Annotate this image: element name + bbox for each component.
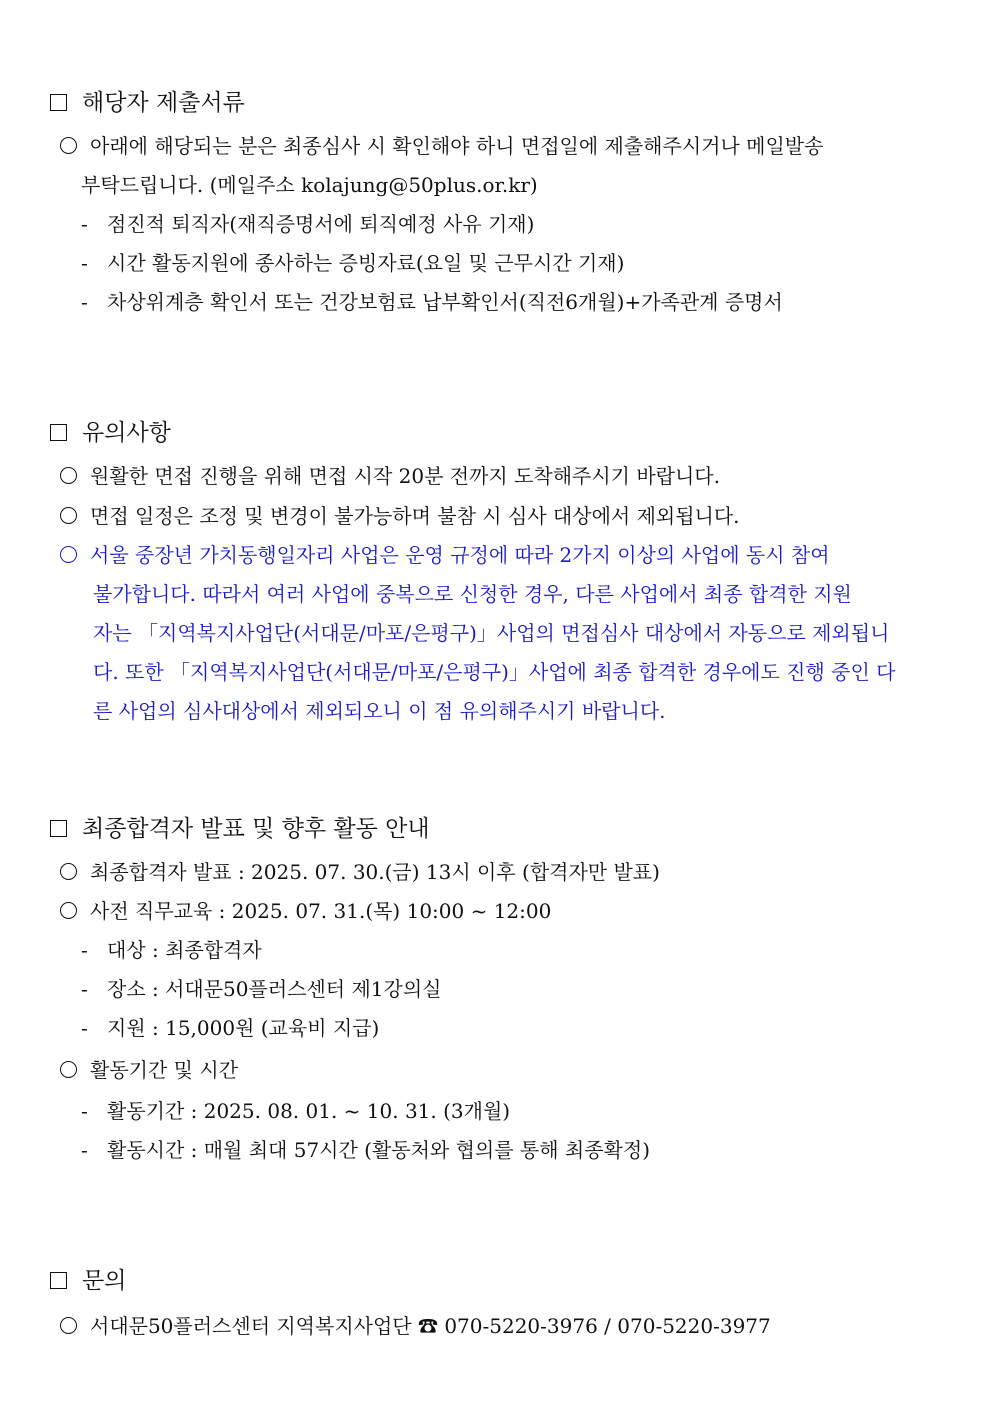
circle-bullet-icon xyxy=(60,507,77,524)
square-bullet-icon xyxy=(50,820,67,837)
list-item-continuation: 른 사업의 심사대상에서 제외되오니 이 점 유의해주시기 바랍니다. xyxy=(93,699,666,723)
section-title: 해당자 제출서류 xyxy=(82,90,245,116)
circle-bullet-icon xyxy=(60,137,77,154)
list-item: 면접 일정은 조정 및 변경이 불가능하며 불참 시 심사 대상에서 제외됩니다. xyxy=(60,502,740,530)
sub-item: - 차상위계층 확인서 또는 건강보험료 납부확인서(직전6개월)+가족관계 증명서 xyxy=(81,290,783,314)
sub-item: - 점진적 퇴직자(재직증명서에 퇴직예정 사유 기재) xyxy=(81,212,535,236)
list-item-continuation: 불가합니다. 따라서 여러 사업에 중복으로 신청한 경우, 다른 사업에서 최종 합격한 지원 xyxy=(93,582,852,606)
sub-item: - 장소 : 서대문50플러스센터 제1강의실 xyxy=(81,977,442,1001)
phone-icon: ☎ xyxy=(417,1314,438,1338)
list-item: 최종합격자 발표 : 2025. 07. 30.(금) 13시 이후 (합격자만 발표) xyxy=(60,858,660,886)
dash-bullet-icon: - xyxy=(81,251,88,275)
list-item: 사전 직무교육 : 2025. 07. 31.(목) 10:00 ~ 12:00 xyxy=(60,897,551,925)
circle-bullet-icon xyxy=(60,863,77,880)
contact-org: 서대문50플러스센터 지역복지사업단 xyxy=(90,1314,412,1338)
dash-bullet-icon: - xyxy=(81,938,88,962)
circle-bullet-icon xyxy=(60,902,77,919)
dash-bullet-icon: - xyxy=(81,290,88,314)
square-bullet-icon xyxy=(50,424,67,441)
dash-bullet-icon: - xyxy=(81,1016,88,1040)
sub-item: - 활동시간 : 매월 최대 57시간 (활동처와 협의를 통해 최종확정) xyxy=(81,1138,651,1162)
list-item-continuation: 부탁드립니다. (메일주소 kolajung@50plus.or.kr) xyxy=(81,173,538,197)
square-bullet-icon xyxy=(50,94,67,111)
circle-bullet-icon xyxy=(60,1061,77,1078)
dash-bullet-icon: - xyxy=(81,212,88,236)
list-item-continuation: 다. 또한 「지역복지사업단(서대문/마포/은평구)」사업에 최종 합격한 경우에도 진행 중인 다 xyxy=(93,660,896,684)
section-heading-notes xyxy=(50,418,171,448)
list-item-notice: 서울 중장년 가치동행일자리 사업은 운영 규정에 따라 2가지 이상의 사업에 동시 참여 xyxy=(60,541,830,569)
dash-bullet-icon: - xyxy=(81,1099,88,1123)
circle-bullet-icon xyxy=(60,1317,77,1334)
section-title: 유의사항 xyxy=(82,420,171,446)
list-item: 활동기간 및 시간 xyxy=(60,1056,238,1084)
sub-item: - 지원 : 15,000원 (교육비 지급) xyxy=(81,1016,380,1040)
contact-line xyxy=(60,1312,771,1340)
list-item: 원활한 면접 진행을 위해 면접 시작 20분 전까지 도착해주시기 바랍니다. xyxy=(60,462,720,490)
list-item: 아래에 해당되는 분은 최종심사 시 확인해야 하니 면접일에 제출해주시거나 메일발송 xyxy=(60,132,823,160)
section-title: 문의 xyxy=(82,1268,127,1294)
sub-item: - 활동기간 : 2025. 08. 01. ~ 10. 31. (3개월) xyxy=(81,1099,511,1123)
section-heading-contact xyxy=(50,1266,126,1296)
circle-bullet-icon xyxy=(60,467,77,484)
section-title: 최종합격자 발표 및 향후 활동 안내 xyxy=(82,816,430,842)
sub-item: - 시간 활동지원에 종사하는 증빙자료(요일 및 근무시간 기재) xyxy=(81,251,625,275)
sub-item: - 대상 : 최종합격자 xyxy=(81,938,262,962)
dash-bullet-icon: - xyxy=(81,1138,88,1162)
square-bullet-icon xyxy=(50,1272,67,1289)
list-item-continuation: 자는 「지역복지사업단(서대문/마포/은평구)」사업의 면접심사 대상에서 자동으로 제외됩니 xyxy=(93,621,890,645)
dash-bullet-icon: - xyxy=(81,977,88,1001)
section-heading-submit xyxy=(50,88,245,118)
section-heading-final xyxy=(50,814,430,844)
contact-phones: 070-5220-3976 / 070-5220-3977 xyxy=(444,1314,771,1338)
circle-bullet-icon xyxy=(60,546,77,563)
